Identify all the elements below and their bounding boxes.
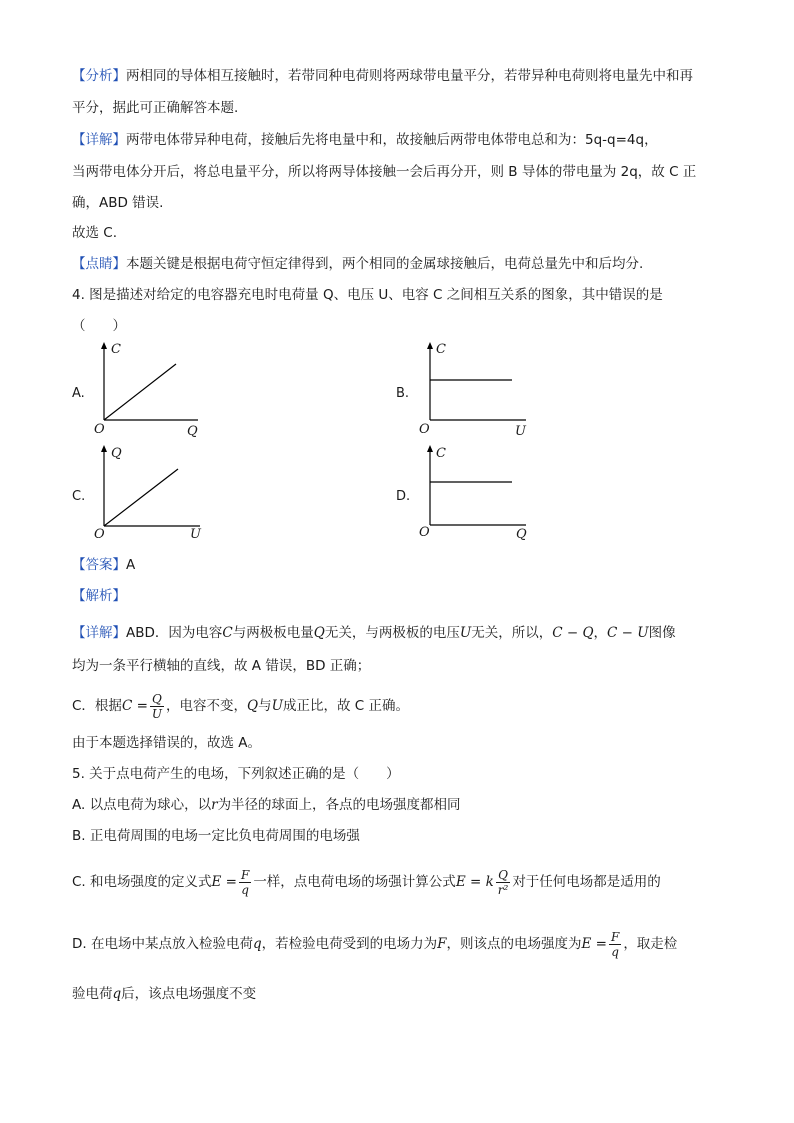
option-b-label: B. <box>396 386 410 401</box>
q4-paren: （ ） <box>72 318 126 334</box>
graph-c-origin: O <box>94 527 105 542</box>
analysis-tag: 【分析】 <box>72 68 126 84</box>
answer-line <box>72 555 135 575</box>
answer-tag: 【答案】 <box>72 557 126 573</box>
q4-detail-line-3: C．根据C = $\frac{Q}{U}$ ，电容不变，Q与U成正比，故 C 正确。 <box>72 691 409 721</box>
answer-value: A <box>126 557 136 573</box>
graph-a <box>88 340 218 445</box>
q5-option-c: C. 和电场强度的定义式E = $\frac{F}{q}$ 一样，点电荷电场的场强计算公式E = k $\frac{Q}{\text{r²}}$ 对于任何电场都是适用的 <box>72 867 661 897</box>
graph-d-x-label: Q <box>516 527 527 542</box>
graph-a-y-label: C <box>111 342 121 357</box>
graph-d-origin: O <box>419 525 430 540</box>
q5-option-d-line-2: 验电荷q后，该点电场强度不变 <box>72 986 257 1002</box>
option-a-label: A. <box>72 386 85 401</box>
graph-c-y-arrow <box>101 445 107 452</box>
detail-line-3: 确，ABD 错误. <box>72 195 164 211</box>
comment-line: 【点睛】本题关键是根据电荷守恒定律得到，两个相同的金属球接触后，电荷总量先中和后均分. <box>72 256 644 272</box>
q5-stem: 5. 关于点电荷产生的电场，下列叙述正确的是（ ） <box>72 766 400 782</box>
q5-option-a: A. 以点电荷为球心，以r为半径的球面上，各点的电场强度都相同 <box>72 797 461 813</box>
graph-c-line <box>104 469 178 526</box>
explain-tag: 【解析】 <box>72 588 126 604</box>
choice-line: 故选 C. <box>72 225 118 241</box>
q4-stem: 4. 图是描述对给定的电容器充电时电荷量 Q、电压 U、电容 C 之间相互关系的图象，其中错误的是 <box>72 287 663 303</box>
option-d-label: D. <box>396 489 411 504</box>
q4-conclusion: 由于本题选择错误的，故选 A。 <box>72 735 262 751</box>
detail-line-1: 【详解】两带电体带异种电荷，接触后先将电量中和，故接触后两带电体带电总和为：5q-q=4q， <box>72 132 658 148</box>
q4-detail-line-2: 均为一条平行横轴的直线，故 A 错误，BD 正确； <box>72 658 371 674</box>
graph-c-y-label: Q <box>111 446 122 461</box>
fraction-f-over-q: $\frac{F}{q}$ <box>240 867 250 897</box>
graph-b-y-label: C <box>436 342 446 357</box>
option-c-label: C. <box>72 489 86 504</box>
graph-b-x-label: U <box>515 424 526 439</box>
graph-a-line <box>104 364 176 420</box>
detail-tag: 【详解】 <box>72 132 126 148</box>
q5-option-d: D. 在电场中某点放入检验电荷q，若检验电荷受到的电场力为F，则该点的电场强度为E = $\frac{F}{q}$ ，取走检 <box>72 929 678 959</box>
analysis-line-1: 【分析】两相同的导体相互接触时，若带同种电荷则将两球带电量平分，若带异种电荷则将电量先中和再 <box>72 68 693 84</box>
q4-detail-line-1: 【详解】ABD．因为电容C与两极板电量Q无关，与两极板的电压U无关，所以，C − Q，C − U图像 <box>72 625 676 641</box>
graph-b-origin: O <box>419 422 430 437</box>
analysis-line-2: 平分，据此可正确解答本题. <box>72 100 239 116</box>
graph-d-y-label: C <box>436 446 446 461</box>
fraction-q-over-u: $\frac{Q}{U}$ <box>151 691 163 721</box>
graph-a-origin: O <box>94 422 105 437</box>
graph-c-x-label: U <box>190 527 201 542</box>
fraction-q-over-r2: $\frac{Q}{\text{r²}}$ <box>497 867 509 897</box>
graph-a-x-label: Q <box>187 424 198 439</box>
graph-d-y-arrow <box>427 445 433 452</box>
fraction-f-over-q-2: $\frac{F}{q}$ <box>610 929 620 959</box>
q5-option-b: B. 正电荷周围的电场一定比负电荷周围的电场强 <box>72 828 360 844</box>
detail-line-2: 当两带电体分开后，将总电量平分，所以将两导体接触一会后再分开，则 B 导体的带电量为 2q，故 C 正 <box>72 164 697 180</box>
graph-a-y-arrow <box>101 342 107 349</box>
comment-tag: 【点睛】 <box>72 256 126 272</box>
graph-b-y-arrow <box>427 342 433 349</box>
